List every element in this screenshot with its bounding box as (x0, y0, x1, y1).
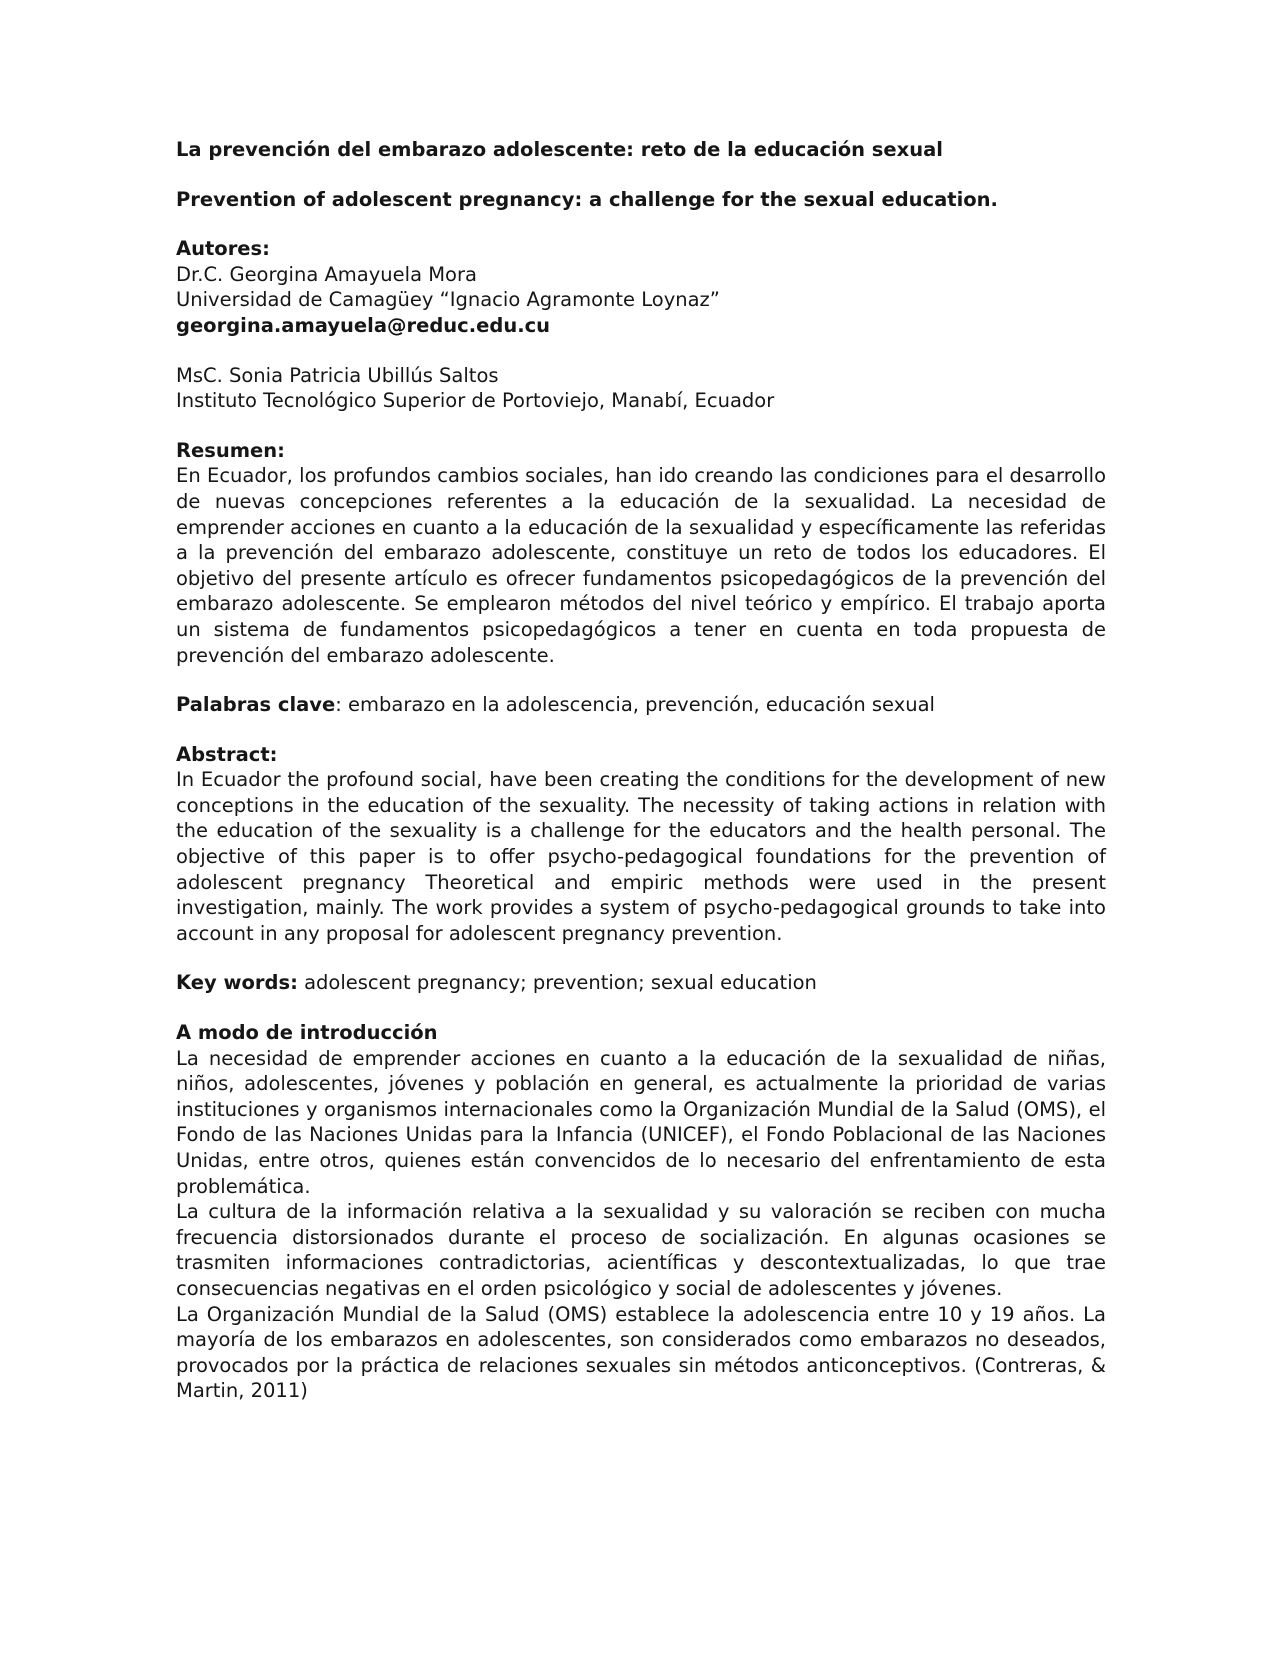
introduccion-section (176, 1020, 1106, 1404)
author1-affiliation: Universidad de Camagüey “Ignacio Agramonte Loynaz” (176, 288, 720, 312)
palabras-clave-label: Palabras clave (176, 693, 336, 717)
introduccion-paragraph-3: La Organización Mundial de la Salud (OMS) establece la adolescencia entre 10 y 19 años. La mayoría de los embarazos en adolescentes, son considerados como embarazos no deseados, provocados por la práctica de relaciones sexuales sin métodos anticonceptivos. (Contreras, & Martin, 2011) (176, 1302, 1106, 1403)
abstract-section (176, 742, 1106, 947)
abstract-heading: Abstract: (176, 742, 278, 766)
authors-heading: Autores: (176, 237, 270, 261)
document-page (176, 137, 1106, 1404)
key-words-text: adolescent pregnancy; prevention; sexual education (297, 971, 817, 995)
author2-affiliation: Instituto Tecnológico Superior de Portoviejo, Manabí, Ecuador (176, 389, 775, 413)
author2-section (176, 363, 1106, 414)
introduccion-paragraph-1: La necesidad de emprender acciones en cuanto a la educación de la sexualidad de niñas, niños, adolescentes, jóvenes y población en general, es actualmente la prioridad de varias instituciones y organismos internacionales como la Organización Mundial de la Salud (OMS), el Fondo de las Naciones Unidas para la Infancia (UNICEF), el Fondo Poblacional de las Naciones Unidas, entre otros, quienes están convencidos de lo necesario del enfrentamiento de esta problemática. (176, 1046, 1106, 1198)
author2-name: MsC. Sonia Patricia Ubillús Saltos (176, 363, 499, 387)
introduccion-paragraph-2: La cultura de la información relativa a la sexualidad y su valoración se reciben con mucha frecuencia distorsionados durante el proceso de socialización. En algunas ocasiones se trasmiten informaciones contradictorias, acientíficas y descontextualizadas, lo que trae consecuencias negativas en el orden psicológico y social de adolescentes y jóvenes. (176, 1200, 1106, 1300)
title-english: Prevention of adolescent pregnancy: a challenge for the sexual education. (176, 187, 998, 211)
palabras-clave (176, 692, 1106, 718)
key-words (176, 970, 1106, 996)
key-words-label: Key words: (176, 971, 298, 995)
introduccion-heading: A modo de introducción (176, 1021, 438, 1045)
abstract-text: In Ecuador the profound social, have been creating the conditions for the development of new conceptions in the education of the sexuality. The necessity of taking actions in relation with the education of the sexuality is a challenge for the educators and the health personal. The objective of this paper is to offer psycho-pedagogical foundations for the prevention of adolescent pregnancy Theoretical and empiric methods were used in the present investigation, mainly. The work provides a system of psycho-pedagogical grounds to take into account in any proposal for adolescent pregnancy prevention. (176, 768, 1106, 945)
author1-email: georgina.amayuela@reduc.edu.cu (176, 313, 551, 337)
palabras-clave-text: : embarazo en la adolescencia, prevención, educación sexual (335, 693, 935, 717)
resumen-heading: Resumen: (176, 438, 285, 462)
title-spanish: La prevención del embarazo adolescente: reto de la educación sexual (176, 138, 943, 161)
author1-name: Dr.C. Georgina Amayuela Mora (176, 262, 477, 286)
resumen-section (176, 438, 1106, 668)
resumen-text: En Ecuador, los profundos cambios sociales, han ido creando las condiciones para el desarrollo de nuevas concepciones referentes a la educación de la sexualidad. La necesidad de emprender acciones en cuanto a la educación de la sexualidad y específicamente las referidas a la prevención del embarazo adolescente, constituye un reto de todos los educadores. El objetivo del presente artículo es ofrecer fundamentos psicopedagógicos de la prevención del embarazo adolescente. Se emplearon métodos del nivel teórico y empírico. El trabajo aporta un sistema de fundamentos psicopedagógicos a tener en cuenta en toda propuesta de prevención del embarazo adolescente. (176, 464, 1106, 667)
authors-section (176, 236, 1106, 338)
